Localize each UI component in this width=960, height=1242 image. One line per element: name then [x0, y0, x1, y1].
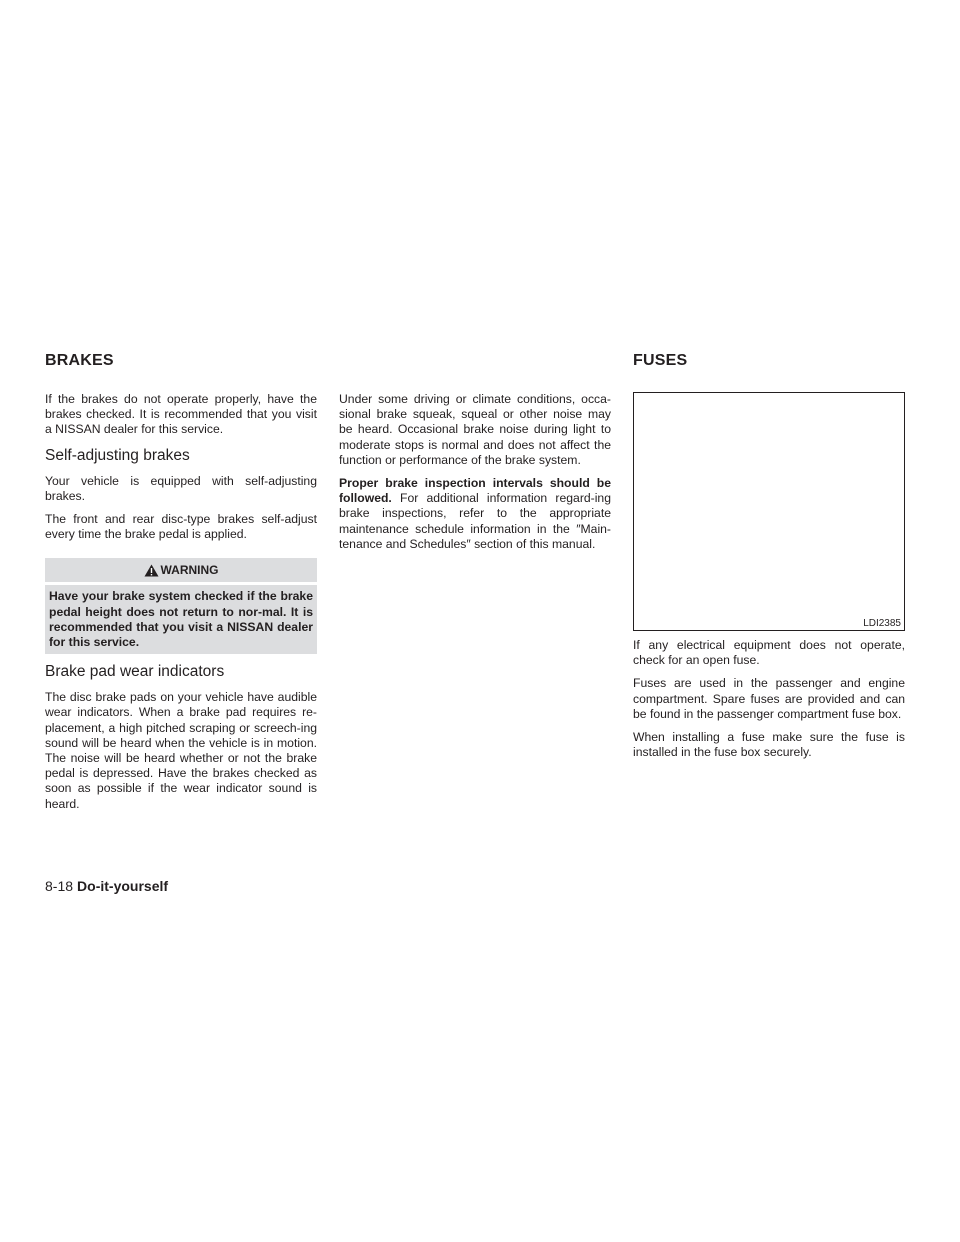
- warning-text: Have your brake system checked if the brake pedal height does not return to nor-mal. It is recommended that you visit a NISSAN dealer for this service.: [45, 585, 317, 654]
- brake-noise-para: Under some driving or climate conditions, occa-sional brake squeak, squeal or other noise may be heard. Occasional brake noise during light to moderate stops is normal and does not affect the function or performance of the brake system.: [339, 392, 611, 467]
- fuses-para-3: When installing a fuse make sure the fuse is installed in the fuse box securely.: [633, 730, 905, 760]
- inspection-rest: For additional information regard-ing brake inspections, refer to the appropriate maintenance schedule information in the ″Main-tenance and Schedules″ section of this manual.: [339, 491, 611, 551]
- column-3: [633, 392, 905, 760]
- brakes-title: BRAKES: [45, 352, 114, 369]
- warning-icon: [144, 564, 159, 577]
- figure-code: LDI2385: [863, 618, 901, 629]
- self-adjusting-para-1: Your vehicle is equipped with self-adjusting brakes.: [45, 473, 317, 503]
- pad-wear-para: The disc brake pads on your vehicle have audible wear indicators. When a brake pad requires re-placement, a high pitched scraping or screech-ing sound will be heard when the vehicle is in motion. The noise will be heard whether or not the brake pedal is depressed. Have the brakes checked as soon as possible if the wear indicator sound is heard.: [45, 690, 317, 811]
- warning-label: WARNING: [160, 563, 219, 578]
- brakes-intro: If the brakes do not operate properly, have the brakes checked. It is recommended that you visit a NISSAN dealer for this service.: [45, 392, 317, 437]
- page-footer: [45, 878, 168, 896]
- page-number: 8-18: [45, 878, 74, 894]
- column-2: [339, 392, 611, 552]
- fuses-para-2: Fuses are used in the passenger and engine compartment. Spare fuses are provided and can be found in the passenger compartment fuse box.: [633, 676, 905, 721]
- self-adjusting-para-2: The front and rear disc-type brakes self-adjust every time the brake pedal is applied.: [45, 512, 317, 542]
- fuses-para-1: If any electrical equipment does not operate, check for an open fuse.: [633, 638, 905, 668]
- pad-wear-heading: Brake pad wear indicators: [45, 663, 225, 681]
- fuse-figure: [633, 392, 905, 631]
- inspection-para: [339, 476, 611, 552]
- warning-header: [45, 558, 317, 582]
- fuses-title: FUSES: [633, 352, 688, 369]
- footer-section: Do-it-yourself: [77, 878, 169, 894]
- self-adjusting-heading: Self-adjusting brakes: [45, 446, 190, 464]
- inspection-bold: Proper brake inspection intervals should be followed.: [339, 476, 611, 506]
- column-1: [45, 392, 317, 812]
